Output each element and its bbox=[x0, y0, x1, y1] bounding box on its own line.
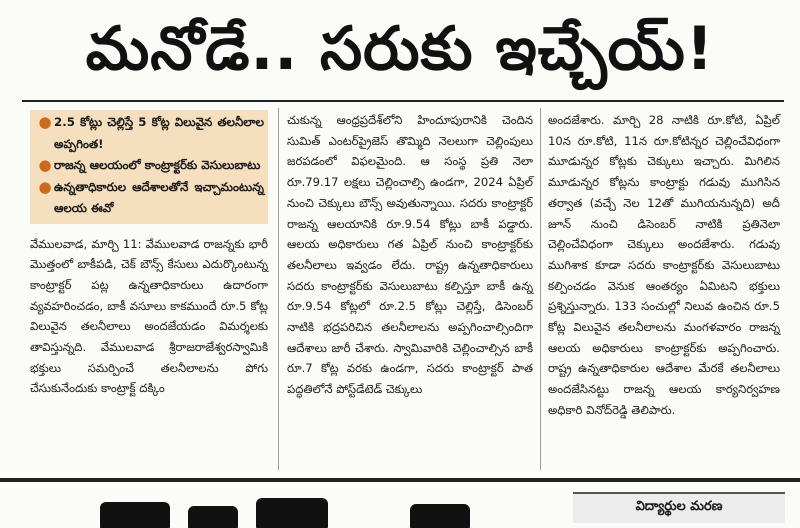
highlight-text: 2.5 కోట్లు చెల్లిస్తే 5 కోట్ల విలువైన తలనీలాల అప్పగింత! bbox=[54, 115, 264, 151]
headline: మనోడే.. సరుకు ఇచ్చేయ్! bbox=[85, 14, 715, 84]
body-paragraph: చుకున్న ఆంధ్రప్రదేశ్‌లోని హిందూపురానికి చెందిన సుమిత్ ఎంటర్‌ప్రైజెస్ తొమ్మిది నెలలుగా చెల్లింపులు జరపడంలో విఫలమైంది. ఆ సంస్థ ప్రతి నెలా రూ.79.17 లక్షలు చెల్లించాల్సి ఉండగా, 2024 ఏప్రిల్ నుంచి చెక్కులు బౌన్స్ అవుతున్నాయి. సదరు కాంట్రాక్టర్ రాజన్న ఆలయానికి రూ.9.54 కోట్లు బాకీ పడ్డారు. ఆలయ అధికారులు గత ఏప్రిల్ నుంచి కాంట్రాక్టర్‌కు తలనీలాలు ఇవ్వడం లేదు. రాష్ట్ర ఉన్నతాధికారులు సదరు కాంట్రాక్టర్‌కు వెసులుబాటు కల్పిస్తూ బాకీ ఉన్న రూ.9.54 కోట్లలో రూ.2.5 కోట్లు చెల్లిస్తే, డిసెంబర్ నాటికి భద్రపరిచిన తలనీలాలను అప్పగించాల్సిందిగా ఆదేశాలు జారీ చేశారు. స్వామివారికి చెల్లించాల్సిన బాకీ రూ.7 కోట్ల వరకు ఉండగా, సదరు కాంట్రాక్టర్ పాత పద్ధతిలోనే పోస్ట్‌డేటెడ్ చెక్కులు bbox=[287, 113, 533, 397]
headline-glyph bbox=[256, 498, 328, 528]
highlight-item bbox=[36, 155, 264, 177]
article-column-3 bbox=[548, 110, 780, 421]
headline-glyph bbox=[188, 506, 238, 528]
highlight-item bbox=[36, 112, 264, 155]
article-column-1 bbox=[30, 110, 268, 399]
highlight-box bbox=[30, 110, 268, 224]
headline-rule bbox=[22, 100, 784, 102]
article-column-2 bbox=[287, 110, 533, 400]
headline-glyph bbox=[100, 502, 170, 528]
section-rule bbox=[0, 478, 800, 482]
highlight-item bbox=[36, 177, 264, 220]
column-divider bbox=[540, 108, 541, 470]
side-box-title: విద్యార్థుల మరణ bbox=[573, 492, 785, 523]
bullet-icon: ● bbox=[38, 177, 52, 196]
body-paragraph: వేములవాడ, మార్చి 11: వేములవాడ రాజన్నకు భారీ మొత్తంలో బాకీపడి, చెక్ బౌన్స్ కేసులు ఎదుర్కొంటున్న కాంట్రాక్టర్ పట్ల ఉన్నతాధికారులు ఉదారంగా వ్యవహరించడం, బాకీ వసూలు కాకముందే రూ.5 కోట్ల విలువైన తలనీలాలు అందజేయడం విమర్శలకు తావిస్తున్నది. వేములవాడ శ్రీరాజరాజేశ్వరస్వామికి భక్తులు సమర్పించే తలనీలాలను పోగు చేసుకునేందుకు కాంట్రాక్ట్ దక్కిం bbox=[30, 236, 268, 396]
column-divider bbox=[278, 108, 279, 470]
next-headline-partial bbox=[60, 488, 530, 528]
bullet-icon: ● bbox=[38, 156, 52, 174]
body-paragraph: అందజేశారు. మార్చి 28 నాటికి రూ.కోటి, ఏప్రిల్ 10న రూ.కోటి, 11న రూ.కోటిన్నర చెల్లించేవిధంగా మూడున్నర కోట్లకు చెక్కులు ఇచ్చారు. మిగిలిన మూడున్నర కోట్లను కాంట్రాక్టు గడువు ముగిసిన తర్వాత (వచ్చే నెల 12తో ముగియనున్నది) అదీ జూన్ నుంచి డిసెంబర్ నాటికి ప్రతినెలా చెల్లించేవిధంగా చెక్కులు అందజేశారు. గడువు ముగిశాక కూడా సదరు కాంట్రాక్టర్‌కు వెసులుబాటు కల్పించడం వెనుక ఆంతర్యం ఏమిటని భక్తులు ప్రశ్నిస్తున్నారు. 133 సంచుల్లో నిలువ ఉంచిన రూ.5 కోట్ల విలువైన తలనీలాలను మంగళవారం రాజన్న ఆలయ అధికారులు కాంట్రాక్టర్‌కు అప్పగించారు. రాష్ట్ర ఉన్నతాధికారుల ఆదేశాల మేరకే తలనీలాలు అందజేసినట్టు రాజన్న ఆలయ కార్యనిర్వహణ అధికారి వినోద్‌రెడ్డి తెలిపారు. bbox=[548, 113, 780, 417]
highlight-text: రాజన్న ఆలయంలో కాంట్రాక్టర్‌కు వెసులుబాటు bbox=[54, 158, 261, 172]
headline-glyph bbox=[410, 504, 470, 528]
bullet-icon: ● bbox=[38, 113, 52, 131]
highlight-text: ఉన్నతాధికారుల ఆదేశాలతోనే ఇచ్చామంటున్న ఆలయ ఈవో bbox=[54, 179, 264, 215]
